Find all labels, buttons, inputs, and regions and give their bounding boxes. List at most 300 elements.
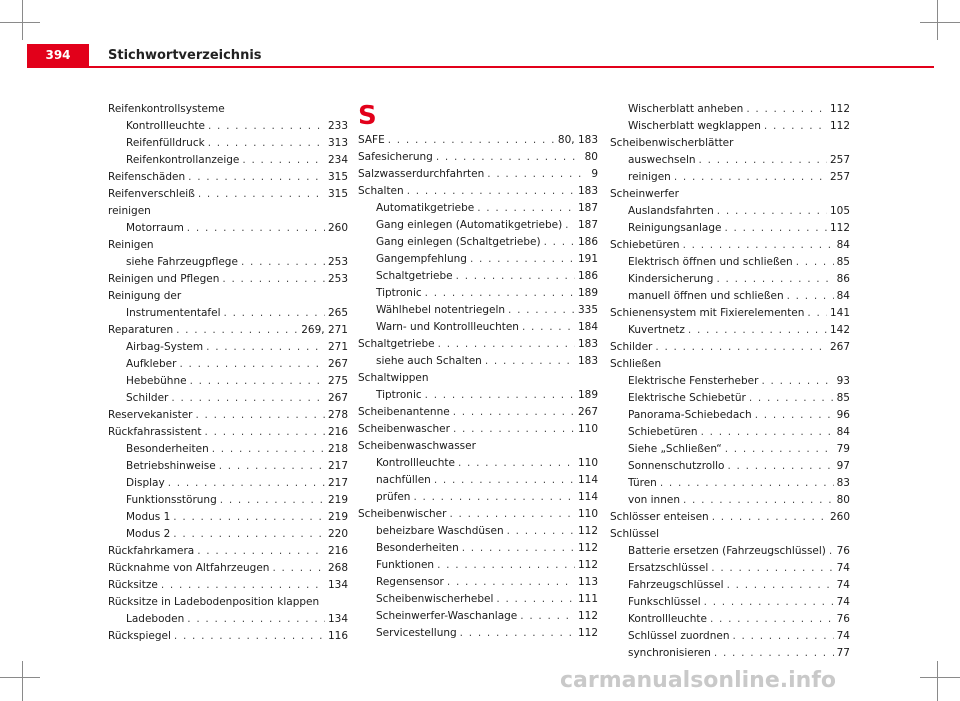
index-entry [610,152,850,169]
entry-term: Schilder [610,341,653,353]
index-entry [610,424,850,441]
entry-page-ref: 216 [327,545,348,557]
dot-leader [425,387,575,404]
entry-page-ref: 253 [327,256,348,268]
entry-page-ref: 216 [327,426,348,438]
dot-leader [688,322,827,339]
dot-leader [425,285,575,302]
index-heading: Scheinwerfer [610,188,679,200]
entry-term: Wischerblatt anheben [628,103,744,115]
dot-leader [449,506,575,523]
index-entry [358,455,598,472]
entry-page-ref: 187 [577,202,598,214]
entry-page-ref: 112 [577,525,598,537]
index-entry [610,628,850,645]
index-entry [108,407,348,424]
entry-term: Rücknahme von Altfahrzeugen [108,562,270,574]
dot-leader [388,132,555,149]
index-heading: Reinigen [108,239,154,251]
entry-page-ref: 84 [836,290,850,302]
index-entry [610,101,850,118]
dot-leader [413,489,575,506]
entry-term: Tiptronic [376,287,422,299]
dot-leader [458,455,575,472]
dot-leader [220,492,325,509]
dot-leader [241,254,325,271]
entry-page-ref: 112 [829,120,850,132]
index-column-1 [108,101,348,645]
dot-leader [699,152,827,169]
entry-page-ref: 220 [327,528,348,540]
entry-page-ref: 219 [327,494,348,506]
dot-leader [717,203,827,220]
entry-page-ref: 112 [577,542,598,554]
entry-page-ref: 97 [836,460,850,472]
entry-term: Wischerblatt wegklappen [628,120,761,132]
entry-page-ref: 116 [327,630,348,642]
entry-term: Kuvertnetz [628,324,685,336]
dot-leader [195,407,324,424]
entry-page-ref: 189 [577,287,598,299]
index-entry [610,441,850,458]
entry-page-ref: 79 [836,443,850,455]
entry-page-ref: 186 [577,236,598,248]
entry-page-ref: 267 [327,358,348,370]
index-entry [108,169,348,186]
dot-leader [206,339,325,356]
dot-leader [208,118,325,135]
dot-leader [242,152,325,169]
index-entry [108,220,348,237]
dot-leader [714,645,834,662]
entry-page-ref: 269, 271 [301,324,348,336]
dot-leader [710,611,834,628]
entry-page-ref: 80 [836,494,850,506]
index-entry [108,118,348,135]
dot-leader [187,220,325,237]
entry-term: Schilder [126,392,169,404]
index-entry [610,611,850,628]
entry-page-ref: 141 [829,307,850,319]
entry-page-ref: 74 [836,630,850,642]
entry-term: Reifenverschleiß [108,188,195,200]
index-entry [358,421,598,438]
entry-term: Kontrollleuchte [126,120,205,132]
entry-term: Regensensor [376,576,444,588]
crop-mark [22,661,23,701]
index-entry [358,200,598,217]
entry-page-ref: 84 [836,426,850,438]
entry-term: Scheibenwischer [358,508,447,520]
entry-term: Sonnenschutzrollo [628,460,725,472]
index-entry [108,560,348,577]
entry-page-ref: 110 [577,508,598,520]
dot-leader [544,234,575,251]
entry-page-ref: 267 [829,341,850,353]
entry-term: beheizbare Waschdüsen [376,525,504,537]
index-entry [610,118,850,135]
entry-page-ref: 217 [327,460,348,472]
dot-leader [407,183,575,200]
index-entry [358,625,598,642]
dot-leader [796,254,834,271]
index-heading: Reifenkontrollsysteme [108,103,225,115]
entry-page-ref: 112 [829,222,850,234]
entry-page-ref: 134 [327,579,348,591]
entry-term: Schaltgetriebe [376,270,453,282]
entry-term: Tiptronic [376,389,422,401]
crop-mark [937,661,938,701]
index-heading: reinigen [108,205,151,217]
section-letter: S [358,101,377,131]
entry-page-ref: 112 [829,103,850,115]
dot-leader [272,560,324,577]
index-entry [610,322,850,339]
index-entry [108,356,348,373]
entry-term: Servicestellung [376,627,457,639]
index-entry [358,302,598,319]
index-entry [108,628,348,645]
entry-term: Modus 1 [126,511,171,523]
dot-leader [174,628,325,645]
entry-term: Automatikgetriebe [376,202,475,214]
dot-leader [436,149,582,166]
index-entry [358,319,598,336]
entry-term: Reparaturen [108,324,174,336]
dot-leader [727,577,834,594]
index-entry [610,220,850,237]
index-entry [610,560,850,577]
index-entry [358,336,598,353]
dot-leader [725,441,834,458]
index-entry [358,183,598,200]
entry-page-ref: 74 [836,579,850,591]
dot-leader [712,509,827,526]
entry-page-ref: 110 [577,423,598,435]
index-entry [358,523,598,540]
dot-leader [746,101,827,118]
header-rule [89,66,934,68]
entry-term: Schienensystem mit Fixierelementen [610,307,805,319]
entry-page-ref: 114 [577,491,598,503]
entry-page-ref: 112 [577,627,598,639]
entry-term: Safesicherung [358,151,433,163]
entry-term: Salzwasserdurchfahrten [358,168,485,180]
entry-term: Fahrzeugschlüssel [628,579,724,591]
dot-leader [732,628,833,645]
dot-leader [674,169,827,186]
entry-term: Schlösser enteisen [610,511,709,523]
dot-leader [434,472,575,489]
index-entry [358,217,598,234]
entry-term: Rückfahrassistent [108,426,202,438]
entry-page-ref: 267 [327,392,348,404]
dot-leader [701,424,834,441]
index-entry [358,387,598,404]
index-entry [108,254,348,271]
entry-page-ref: 275 [327,375,348,387]
index-entry [108,271,348,288]
entry-page-ref: 218 [327,443,348,455]
entry-term: Funkschlüssel [628,596,701,608]
entry-page-ref: 76 [836,613,850,625]
index-entry [358,132,598,149]
entry-page-ref: 76 [836,545,850,557]
index-heading: Schlüssel [610,528,659,540]
entry-page-ref: 253 [327,273,348,285]
index-entry [358,251,598,268]
entry-term: SAFE [358,134,385,146]
index-entry [108,492,348,509]
entry-page-ref: 217 [327,477,348,489]
entry-term: nachfüllen [376,474,431,486]
index-entry [610,390,850,407]
dot-leader [507,523,575,540]
entry-page-ref: 184 [577,321,598,333]
dot-leader [168,475,325,492]
entry-page-ref: 234 [327,154,348,166]
entry-term: siehe Fahrzeugpflege [126,256,238,268]
dot-leader [520,608,575,625]
entry-page-ref: 187 [577,219,598,231]
dot-leader [219,458,325,475]
index-column-3 [610,101,850,662]
entry-page-ref: 93 [836,375,850,387]
dot-leader [212,441,325,458]
dot-leader [485,353,575,370]
entry-term: Siehe „Schließen“ [628,443,722,455]
entry-term: Panorama-Schiebedach [628,409,752,421]
dot-leader [522,319,575,336]
entry-term: prüfen [376,491,411,503]
dot-leader [716,271,833,288]
entry-term: Betriebshinweise [126,460,216,472]
entry-term: Besonderheiten [376,542,459,554]
entry-page-ref: 114 [577,474,598,486]
entry-term: Warn- und Kontrollleuchten [376,321,519,333]
entry-page-ref: 183 [577,338,598,350]
dot-leader [711,560,833,577]
entry-term: Gangempfehlung [376,253,467,265]
entry-page-ref: 96 [836,409,850,421]
entry-term: Gang einlegen (Schaltgetriebe) [376,236,541,248]
dot-leader [222,271,325,288]
crop-mark [920,677,960,678]
index-entry [610,254,850,271]
entry-page-ref: 80 [584,151,598,163]
entry-page-ref: 257 [829,171,850,183]
entry-term: Motorraum [126,222,184,234]
entry-page-ref: 142 [829,324,850,336]
index-entry [358,285,598,302]
entry-page-ref: 313 [327,137,348,149]
index-entry [108,611,348,628]
entry-term: Elektrische Fensterheber [628,375,759,387]
dot-leader [787,288,834,305]
entry-term: Scheibenantenne [358,406,450,418]
dot-leader [462,540,575,557]
dot-leader [198,186,325,203]
entry-page-ref: 83 [836,477,850,489]
dot-leader [453,404,575,421]
entry-term: Türen [628,477,657,489]
index-entry [610,271,850,288]
index-entry [610,475,850,492]
index-entry [610,288,850,305]
entry-page-ref: 74 [836,562,850,574]
dot-leader [807,305,827,322]
entry-term: Scheibenwischerhebel [376,593,494,605]
index-entry [610,237,850,254]
crop-mark [0,22,40,23]
index-entry [358,234,598,251]
dot-leader [453,421,575,438]
dot-leader [176,322,298,339]
index-entry [358,268,598,285]
index-entry [108,322,348,339]
index-entry [358,353,598,370]
dot-leader [188,169,325,186]
dot-leader [683,492,834,509]
index-entry [108,526,348,543]
index-heading: Scheibenwaschwasser [358,440,476,452]
entry-page-ref: 315 [327,171,348,183]
dot-leader [477,200,575,217]
index-entry [358,608,598,625]
dot-leader [496,591,575,608]
index-entry [610,509,850,526]
entry-term: Kontrollleuchte [628,613,707,625]
entry-page-ref: 110 [577,457,598,469]
entry-term: reinigen [628,171,671,183]
page-number: 394 [45,48,71,62]
entry-term: Hebebühne [126,375,187,387]
dot-leader [655,339,827,356]
entry-page-ref: 80, 183 [557,134,598,146]
index-entry [108,475,348,492]
index-entry [358,149,598,166]
entry-term: Kontrollleuchte [376,457,455,469]
entry-term: Aufkleber [126,358,177,370]
entry-term: Schiebetüren [628,426,698,438]
entry-term: Reifenfülldruck [126,137,205,149]
entry-term: manuell öffnen und schließen [628,290,784,302]
dot-leader [724,220,827,237]
entry-term: Reinigen und Pflegen [108,273,220,285]
index-entry [610,645,850,662]
crop-mark [920,22,960,23]
dot-leader [438,336,575,353]
index-entry [610,339,850,356]
dot-leader [761,373,833,390]
index-entry [108,305,348,322]
entry-page-ref: 278 [327,409,348,421]
entry-page-ref: 112 [577,559,598,571]
entry-page-ref: 268 [327,562,348,574]
index-heading: Rücksitze in Ladebodenposition klappen [108,596,320,608]
index-entry [108,441,348,458]
entry-term: Scheinwerfer-Waschanlage [376,610,518,622]
index-entry [108,373,348,390]
entry-page-ref: 85 [836,392,850,404]
dot-leader [456,268,575,285]
index-entry [358,404,598,421]
entry-term: Schlüssel zuordnen [628,630,730,642]
dot-leader [487,166,588,183]
entry-term: Schiebetüren [610,239,680,251]
index-heading: Reinigung der [108,290,182,302]
dot-leader [173,509,325,526]
entry-page-ref: 77 [836,647,850,659]
dot-leader [187,611,325,628]
page-title: Stichwortverzeichnis [108,48,262,63]
entry-term: Schaltgetriebe [358,338,435,350]
index-entry [358,506,598,523]
dot-leader [437,557,575,574]
index-entry [610,169,850,186]
entry-page-ref: 105 [829,205,850,217]
index-entry [358,591,598,608]
index-entry [108,390,348,407]
entry-page-ref: 134 [327,613,348,625]
entry-page-ref: 9 [591,168,598,180]
entry-term: Batterie ersetzen (Fahrzeugschlüssel) [628,545,826,557]
entry-term: Wählhebel notentriegeln [376,304,506,316]
dot-leader [704,594,834,611]
index-entry [358,472,598,489]
index-entry [108,186,348,203]
entry-term: Besonderheiten [126,443,209,455]
crop-mark [0,677,40,678]
index-entry [610,373,850,390]
index-entry [610,305,850,322]
entry-page-ref: 183 [577,185,598,197]
entry-term: Reifenkontrollanzeige [126,154,240,166]
watermark: carmanualsonline.info [560,668,836,693]
index-entry [610,492,850,509]
index-entry [108,543,348,560]
dot-leader [208,135,325,152]
index-heading: Scheibenwischerblätter [610,137,734,149]
entry-page-ref: 271 [327,341,348,353]
dot-leader [727,458,833,475]
entry-term: Kindersicherung [628,273,714,285]
dot-leader [224,305,325,322]
entry-page-ref: 219 [327,511,348,523]
dot-leader [197,543,325,560]
entry-term: Ersatzschlüssel [628,562,709,574]
entry-term: Rückfahrkamera [108,545,195,557]
entry-term: synchronisieren [628,647,711,659]
entry-term: Reservekanister [108,409,193,421]
entry-page-ref: 85 [836,256,850,268]
dot-leader [683,237,834,254]
index-entry [358,557,598,574]
crop-mark [22,0,23,40]
dot-leader [749,390,834,407]
index-entry [358,574,598,591]
dot-leader [447,574,575,591]
entry-term: Display [126,477,165,489]
entry-page-ref: 183 [577,355,598,367]
index-heading: Schließen [610,358,662,370]
index-entry [108,339,348,356]
entry-page-ref: 335 [577,304,598,316]
dot-leader [179,356,325,373]
index-entry [108,458,348,475]
index-entry [610,594,850,611]
entry-term: Modus 2 [126,528,171,540]
